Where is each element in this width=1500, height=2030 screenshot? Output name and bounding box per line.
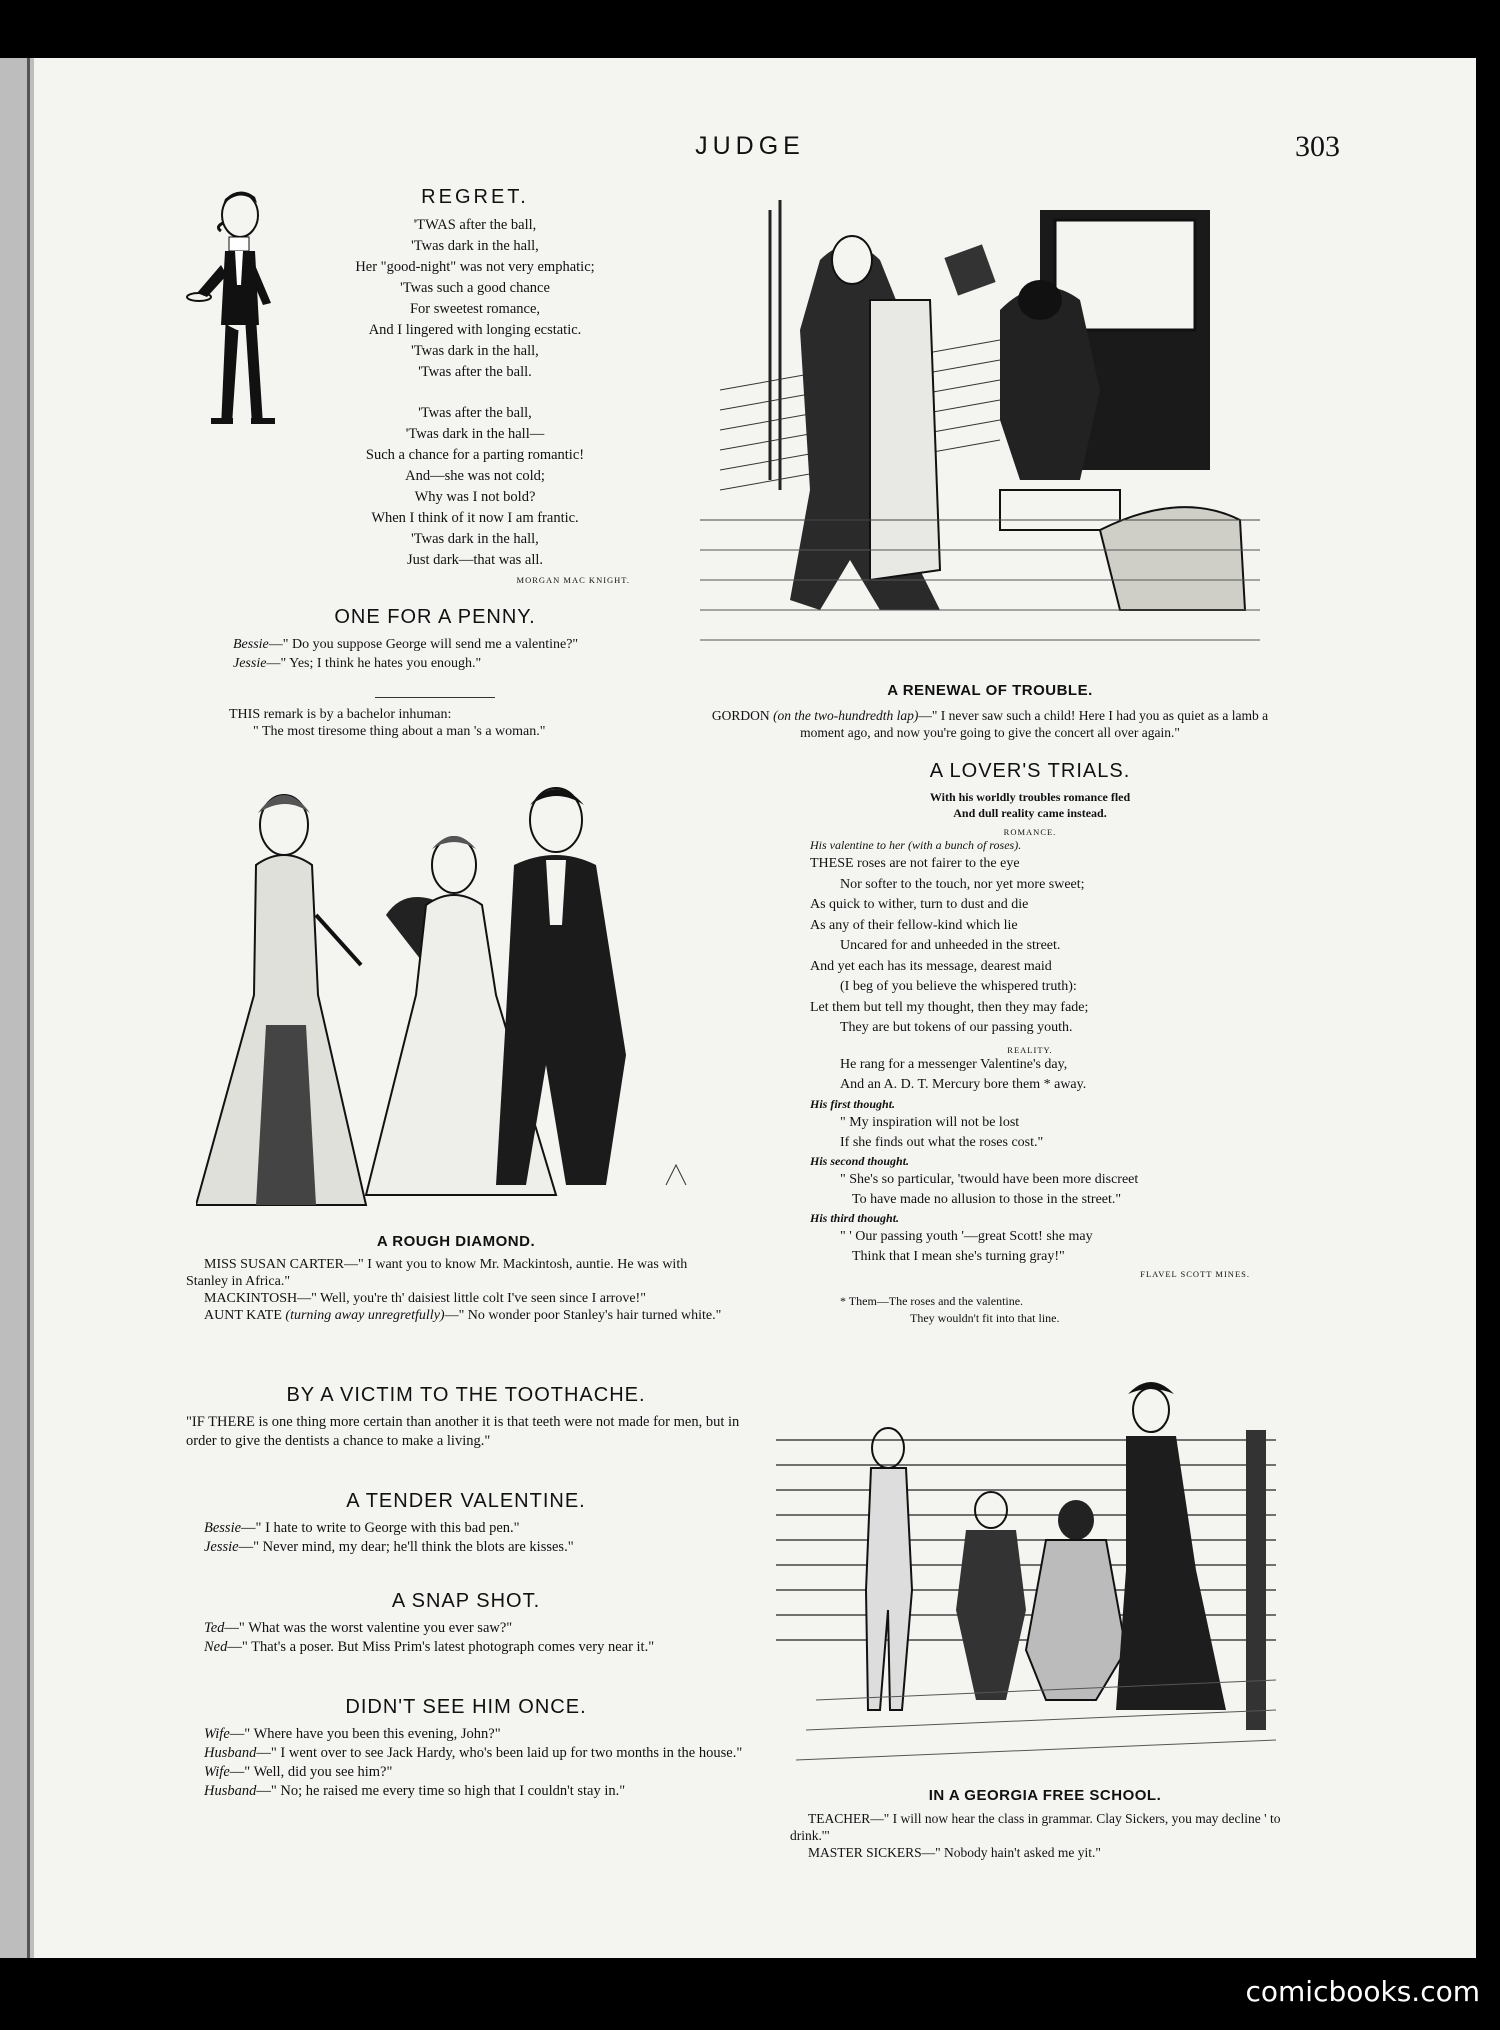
second-thought-lines [810, 1170, 1250, 1210]
speech: —" I hate to write to George with this bad pen." [241, 1520, 520, 1536]
didnt-dialogue [186, 1725, 746, 1801]
poem-line: Just dark—that was all. [406, 552, 544, 568]
regret-poem [320, 186, 630, 585]
poem-line: Her "good-night" was not very emphatic; [355, 259, 595, 275]
tender-dialogue [186, 1519, 746, 1557]
regret-title: REGRET. [421, 186, 529, 208]
speech: —" Well, did you see him?" [229, 1764, 393, 1780]
renewal-caption [700, 682, 1280, 741]
speaker: Wife [204, 1764, 230, 1780]
dialogue-line [186, 1619, 746, 1638]
poem-line: 'Twas dark in the hall, [411, 343, 539, 359]
poem-line: 'Twas dark in the hall, [411, 531, 539, 547]
tender-valentine-section [186, 1490, 746, 1557]
snapshot-title: A SNAP SHOT. [391, 1590, 541, 1612]
second-thought-heading: His second thought. [810, 1153, 910, 1168]
speech: —" That's a poser. But Miss Prim's latest photograph comes very near it." [227, 1639, 655, 1655]
poem-line: And—she was not cold; [405, 468, 545, 484]
poem-line: " She's so particular, 'twould have been more discreet [840, 1171, 1139, 1187]
speech: —" Where have you been this evening, John?" [229, 1726, 501, 1742]
penny-title: ONE FOR A PENNY. [334, 606, 536, 628]
poem-line: When I think of it now I am frantic. [371, 510, 579, 526]
reality-stanza [810, 1055, 1250, 1096]
regret-author: MORGAN MAC KNIGHT. [516, 575, 630, 585]
poem-line: 'Twas such a good chance [400, 280, 550, 296]
one-for-a-penny [215, 606, 655, 740]
rough-diamond-caption [186, 1233, 726, 1324]
bachelor-line-1: THIS remark is by a bachelor inhuman: [229, 707, 452, 722]
toothache-title: BY A VICTIM TO THE TOOTHACHE. [286, 1384, 646, 1406]
reality-heading: REALITY. [1007, 1044, 1053, 1055]
poem-line: " My inspiration will not be lost [840, 1114, 1020, 1130]
speaker: TEACHER [808, 1811, 871, 1826]
poem-line: 'TWAS after the ball, [413, 217, 537, 233]
poem-line: If she finds out what the roses cost." [840, 1134, 1044, 1150]
speaker: Wife [204, 1726, 230, 1742]
lover-intro [810, 789, 1250, 821]
regret-stanza-1 [320, 215, 630, 383]
poem-line: THESE roses are not fairer to the eye [810, 856, 1020, 871]
footnote-line-2: They wouldn't fit into that line. [910, 1310, 1060, 1325]
gentleman-caricature-illustration [185, 185, 300, 435]
poem-line: Uncared for and unheeded in the street. [840, 938, 1061, 953]
tender-title: A TENDER VALENTINE. [346, 1490, 586, 1512]
poem-line: " ' Our passing youth '—great Scott! she may [840, 1228, 1093, 1244]
dialogue-line [186, 1307, 726, 1324]
lover-title: A LOVER'S TRIALS. [929, 760, 1131, 782]
poem-line: 'Twas after the ball. [418, 364, 532, 380]
rough-diamond-illustration [196, 765, 716, 1225]
speech: —" Do you suppose George will send me a valentine?" [268, 637, 579, 652]
lover-author: FLAVEL SCOTT MINES. [1140, 1268, 1250, 1279]
diamond-dialogue [186, 1256, 726, 1324]
romance-note: His valentine to her (with a bunch of roses). [810, 838, 1022, 852]
renewal-of-trouble-illustration [700, 190, 1260, 660]
poem-line: Think that I mean she's turning gray!" [852, 1248, 1065, 1264]
dialogue-line [186, 1782, 746, 1801]
speaker: Bessie [233, 637, 269, 652]
dialogue-line [186, 1744, 746, 1763]
speech: —" Yes; I think he hates you enough." [266, 656, 482, 671]
poem-line: Such a chance for a parting romantic! [365, 447, 585, 463]
intro-line: And dull reality came instead. [953, 806, 1107, 820]
masthead: JUDGE [695, 132, 805, 160]
speaker: Jessie [233, 656, 267, 671]
poem-line: They are but tokens of our passing youth. [840, 1020, 1073, 1035]
poem-line: And I lingered with longing ecstatic. [368, 322, 582, 338]
poem-line: And yet each has its message, dearest maid [810, 958, 1052, 974]
dialogue-line [790, 1844, 1300, 1861]
poem-line: Why was I not bold? [414, 489, 536, 505]
speech: —" Never mind, my dear; he'll think the blots are kisses." [238, 1539, 574, 1555]
footnote-line-1: * Them—The roses and the valentine. [840, 1293, 1024, 1308]
toothache-text: "IF THERE is one thing more certain than another it is that teeth were not made for men, but in order to give the dentists a chance to make a living." [186, 1414, 740, 1449]
speaker: Ned [204, 1639, 228, 1655]
didnt-title: DIDN'T SEE HIM ONCE. [345, 1696, 587, 1718]
page-gutter [0, 58, 34, 1958]
dialogue-line [186, 1290, 726, 1307]
dialogue-line [215, 654, 655, 673]
dialogue-line [186, 1763, 746, 1782]
dialogue-line [186, 1725, 746, 1744]
poem-line: (I beg of you believe the whispered truth): [840, 979, 1077, 994]
lovers-trials-poem [810, 760, 1250, 1327]
romance-heading: ROMANCE. [1003, 827, 1057, 837]
romance-stanza [810, 854, 1250, 1039]
speech: —" Well, you're th' daisiest little colt I've seen since I arrove!" [297, 1291, 646, 1306]
speaker: MACKINTOSH [204, 1291, 298, 1306]
renewal-speaker: GORDON [711, 708, 770, 723]
poem-line: For sweetest romance, [409, 301, 541, 317]
speech: —" I want you to know Mr. Mackintosh, auntie. He was with Stanley in Africa." [186, 1257, 688, 1289]
poem-line: He rang for a messenger Valentine's day, [840, 1056, 1068, 1072]
first-thought-lines [810, 1113, 1250, 1153]
poem-line: 'Twas after the ball, [418, 405, 532, 421]
regret-stanza-2 [320, 403, 630, 571]
dialogue-line [790, 1810, 1300, 1844]
speaker: AUNT KATE [204, 1308, 282, 1323]
georgia-caption [790, 1787, 1300, 1861]
speaker: MISS SUSAN CARTER [204, 1257, 344, 1272]
speaker: Ted [204, 1620, 225, 1636]
poem-line: As quick to wither, turn to dust and die [810, 897, 1029, 912]
first-thought-heading: His first thought. [810, 1096, 896, 1111]
third-thought-heading: His third thought. [810, 1210, 900, 1225]
didnt-see-him-section [186, 1696, 746, 1801]
speaker: Husband [204, 1745, 257, 1761]
renewal-aside: (on the two-hundredth lap) [773, 708, 919, 723]
third-thought-lines [810, 1227, 1250, 1267]
speaker: Husband [204, 1783, 257, 1799]
penny-dialogue [215, 635, 655, 673]
speaker: Bessie [204, 1520, 242, 1536]
lover-footnote [810, 1293, 1250, 1327]
speech: —" I will now hear the class in grammar. Clay Sickers, you may decline ' to drink.'" [790, 1811, 1281, 1843]
dialogue-line [186, 1638, 746, 1657]
speaker: MASTER SICKERS [808, 1845, 922, 1860]
renewal-quote: —" I never saw such a child! Here I had you as quiet as a lamb a moment ago, and now you're going to give the concert all over again." [800, 708, 1269, 740]
dialogue-line [186, 1256, 726, 1290]
section-divider [375, 697, 495, 698]
intro-line: With his worldly troubles romance fled [929, 790, 1131, 804]
speech: —" No; he raised me every time so high that I couldn't stay in." [256, 1783, 626, 1799]
snap-shot-section [186, 1590, 746, 1657]
poem-line: 'Twas dark in the hall, [411, 238, 539, 254]
snapshot-dialogue [186, 1619, 746, 1657]
dialogue-line [186, 1519, 746, 1538]
dialogue-line [215, 635, 655, 654]
poem-line: And an A. D. T. Mercury bore them * away. [840, 1077, 1087, 1092]
speech: —" No wonder poor Stanley's hair turned white." [444, 1308, 722, 1323]
renewal-title: A RENEWAL OF TROUBLE. [887, 682, 1093, 699]
renewal-text [700, 707, 1280, 741]
speech: —" Nobody hain't asked me yit." [921, 1845, 1101, 1860]
georgia-title: IN A GEORGIA FREE SCHOOL. [928, 1787, 1162, 1804]
georgia-dialogue [790, 1810, 1300, 1861]
diamond-title: A ROUGH DIAMOND. [376, 1233, 536, 1250]
stage-aside: (turning away unregretfully) [281, 1308, 445, 1323]
speech: —" I went over to see Jack Hardy, who's been laid up for two months in the house." [256, 1745, 743, 1761]
poem-line: To have made no allusion to those in the street." [852, 1191, 1122, 1207]
speaker: Jessie [204, 1539, 239, 1555]
page-number: 303 [1295, 130, 1340, 163]
poem-line: Let them but tell my thought, then they may fade; [810, 999, 1089, 1015]
georgia-free-school-illustration [776, 1370, 1276, 1770]
toothache-section [186, 1384, 746, 1451]
poem-line: As any of their fellow-kind which lie [810, 917, 1018, 933]
poem-line: Nor softer to the touch, nor yet more sweet; [840, 876, 1085, 892]
speech: —" What was the worst valentine you ever saw?" [224, 1620, 513, 1636]
dialogue-line [186, 1538, 746, 1557]
poem-line: 'Twas dark in the hall— [405, 426, 545, 442]
bachelor-remark [215, 706, 655, 740]
site-watermark: comicbooks.com [1245, 1975, 1480, 2008]
bachelor-line-2: " The most tiresome thing about a man 's a woman." [253, 724, 546, 739]
